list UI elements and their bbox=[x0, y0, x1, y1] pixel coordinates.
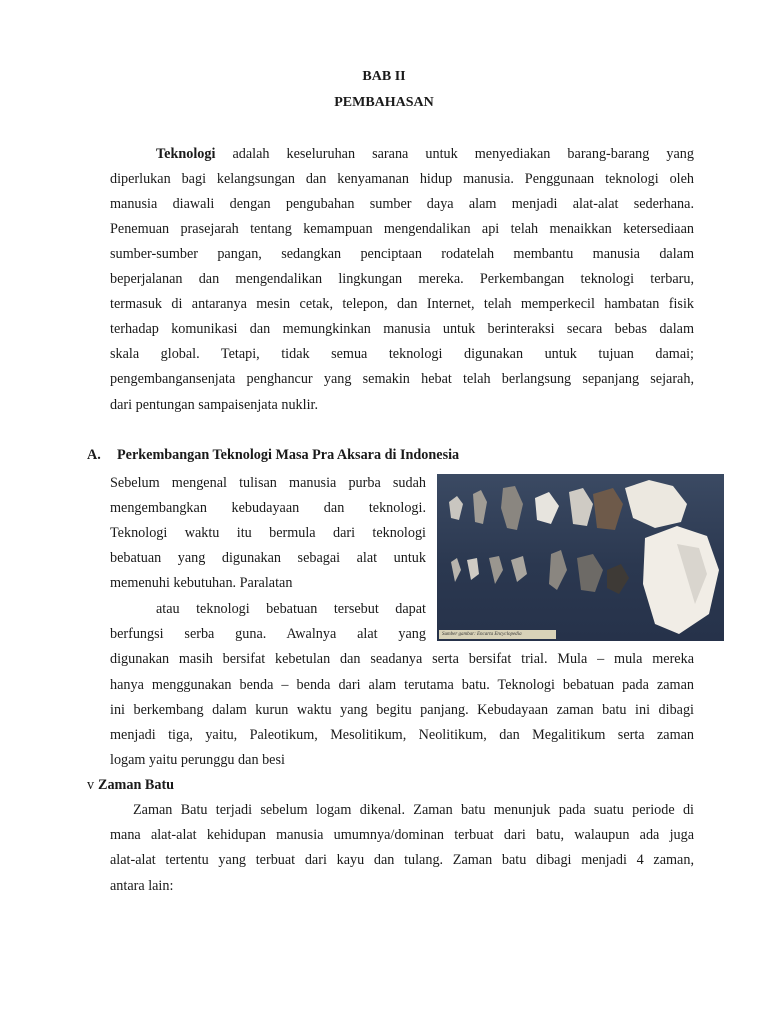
body-line: menjadi tiga, yaitu, Paleotikum, Mesolitikum, Neolitikum, dan Megalitikum serta zaman bbox=[110, 727, 694, 743]
side-line: atau teknologi bebatuan tersebut dapat bbox=[156, 601, 426, 617]
side-line: berfungsi serba guna. Awalnya alat yang bbox=[110, 626, 426, 642]
section-heading: PEMBAHASAN bbox=[334, 95, 434, 110]
stone-tool bbox=[549, 550, 567, 590]
intro-line: manusia diawali dengan pengubahan sumber daya alam menjadi alat-alat sederhana. bbox=[110, 196, 694, 212]
intro-line: sumber-sumber pangan, sedangkan penciptaan rodatelah membantu manusia dalam bbox=[110, 246, 694, 262]
stone-tool bbox=[643, 526, 719, 634]
stone-tool bbox=[607, 564, 629, 594]
side-line: bebatuan yang digunakan sebagai alat untuk bbox=[110, 550, 426, 566]
section-a-marker: A. bbox=[87, 447, 101, 463]
stone-tool bbox=[593, 488, 623, 530]
side-line: mengembangkan kebudayaan dan teknologi. bbox=[110, 500, 426, 516]
side-line: Sebelum mengenal tulisan manusia purba sudah bbox=[110, 475, 426, 491]
intro-line: terhadap komunikasi dan memungkinkan manusia untuk berinteraksi secara bebas dalam bbox=[110, 321, 694, 337]
stone-tool bbox=[467, 558, 479, 580]
stone-tool bbox=[511, 556, 527, 582]
zaman-batu-title: Zaman Batu bbox=[98, 777, 175, 793]
intro-line: termasuk di antaranya mesin cetak, telepon, dan Internet, telah memperkecil hambatan fisik bbox=[110, 296, 694, 312]
body-line: mana alat-alat kehidupan manusia umumnya/dominan terbuat dari batu, walaupun ada juga bbox=[110, 827, 694, 843]
stone-tools-photo bbox=[437, 474, 724, 641]
intro-line: diperlukan bagi kelangsungan dan kenyamanan hidup manusia. Penggunaan teknologi oleh bbox=[110, 171, 694, 187]
stone-tool bbox=[489, 556, 503, 584]
body-line: alat-alat tertentu yang terbuat dari kayu dan tulang. Zaman batu dibagi menjadi 4 zaman, bbox=[110, 852, 694, 868]
intro-line: pengembangansenjata penghancur yang semakin hebat telah berlangsung sepanjang sejarah, bbox=[110, 371, 694, 387]
term-teknologi: Teknologi bbox=[156, 146, 216, 162]
intro-line: Penemuan prasejarah tentang kemampuan mengendalikan api telah menaikkan ketersediaan bbox=[110, 221, 694, 237]
photo-caption: Sumber gambar: Encarta Encyclopedia bbox=[439, 630, 556, 639]
stone-tool bbox=[451, 558, 461, 582]
stone-tool bbox=[569, 488, 593, 526]
stone-tool bbox=[473, 490, 487, 524]
body-line: ini berkembang dalam kurun waktu yang begitu panjang. Kebudayaan zaman batu ini dibagi bbox=[110, 702, 694, 718]
stone-tools-illustration bbox=[437, 474, 724, 641]
stone-tool bbox=[577, 554, 603, 592]
intro-line: skala global. Tetapi, tidak semua teknologi digunakan untuk tujuan damai; bbox=[110, 346, 694, 362]
intro-line: dari pentungan sampaisenjata nuklir. bbox=[110, 397, 319, 413]
side-line: memenuhi kebutuhan. Paralatan bbox=[110, 575, 293, 591]
stone-tool bbox=[535, 492, 559, 524]
stone-tool bbox=[625, 480, 687, 528]
side-line: Teknologi waktu itu bermula dari teknologi bbox=[110, 525, 426, 541]
body-line: hanya menggunakan benda – benda dari alam terutama batu. Teknologi bebatuan pada zaman bbox=[110, 677, 694, 693]
section-a-title: Perkembangan Teknologi Masa Pra Aksara di Indonesia bbox=[117, 447, 460, 463]
body-line: antara lain: bbox=[110, 878, 174, 894]
body-line: logam yaitu perunggu dan besi bbox=[110, 752, 285, 768]
stone-tool bbox=[449, 496, 463, 520]
stone-tool bbox=[501, 486, 523, 530]
intro-line: Teknologi adalah keseluruhan sarana untuk menyediakan barang-barang yang bbox=[156, 146, 694, 162]
chapter-heading: BAB II bbox=[362, 69, 406, 84]
bullet-marker: v bbox=[87, 777, 95, 793]
body-line: digunakan masih bersifat kebetulan dan seadanya serta bersifat trial. Mula – mula mereka bbox=[110, 651, 694, 667]
intro-line: beperjalanan dan mengendalikan lingkungan mereka. Perkembangan teknologi terbaru, bbox=[110, 271, 694, 287]
body-line: Zaman Batu terjadi sebelum logam dikenal. Zaman batu menunjuk pada suatu periode di bbox=[133, 802, 694, 818]
